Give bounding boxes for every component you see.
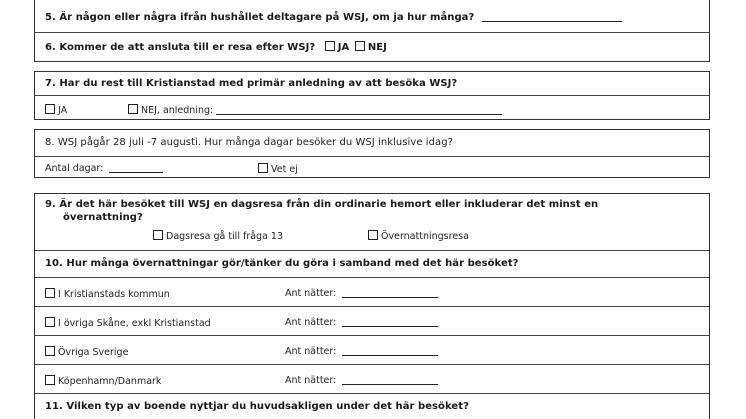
divider [35, 335, 709, 336]
q10-nights-label: Ant nätter: [285, 375, 337, 386]
question-8-text: 8. WSJ pågår 28 juli -7 augusti. Hur många dagar besöker du WSJ inklusive idag? [45, 137, 453, 148]
q10-nights-label: Ant nätter: [285, 317, 337, 328]
q6-ja-label: JA [337, 42, 350, 53]
q10-nights-field [285, 317, 438, 328]
checkbox-q6-ja[interactable] [325, 41, 335, 51]
q10-nights-line[interactable] [342, 326, 438, 327]
question-11-text: 11. Vilken typ av boende nyttjar du huvudsakligen under det här besöket? [45, 401, 469, 412]
question-box-5-6 [34, 0, 710, 62]
q7-ja-label: JA [58, 105, 68, 116]
q9-overnight-label: Övernattningsresa [381, 231, 469, 242]
q8-vet-ej-label: Vet ej [271, 164, 298, 175]
q10-item [45, 375, 161, 387]
checkbox-q8-vet-ej[interactable] [258, 163, 268, 173]
question-5-label: 5. Är någon eller några ifrån hushållet deltagare på WSJ, om ja hur många? [45, 12, 475, 23]
checkbox-q10-kopenhamn[interactable] [45, 375, 55, 385]
q8-dont-know [258, 163, 298, 175]
checkbox-q6-nej[interactable] [355, 41, 365, 51]
question-6-label: 6. Kommer de att ansluta till er resa efter WSJ? [45, 42, 316, 53]
question-6-text [45, 41, 387, 53]
q7-option-ja [45, 104, 67, 116]
question-box-8 [34, 129, 710, 178]
q10-item-label: I Kristianstads kommun [58, 289, 170, 300]
q10-item-label: Övriga Sverige [58, 347, 129, 358]
question-9-text-line1: 9. Är det här besöket till WSJ en dagsresa från din ordinarie hemort eller inkluderar det minst en [45, 199, 599, 210]
q10-nights-line[interactable] [342, 355, 438, 356]
divider [35, 32, 709, 33]
question-9-text-line2: övernattning? [63, 212, 143, 223]
q10-nights-field [285, 288, 438, 299]
q6-nej-label: NEJ [367, 42, 387, 53]
divider [35, 393, 709, 394]
divider [35, 156, 709, 157]
q9-option-day [153, 230, 283, 242]
q8-days-field [45, 163, 163, 174]
q8-days-line[interactable] [109, 172, 163, 173]
q10-item [45, 346, 128, 358]
divider [35, 95, 709, 96]
checkbox-q7-ja[interactable] [45, 104, 55, 114]
checkbox-q10-ovriga-skane[interactable] [45, 317, 55, 327]
q10-item [45, 288, 170, 300]
q8-days-label: Antal dagar: [45, 163, 104, 174]
divider [35, 277, 709, 278]
checkbox-q9-dagsresa[interactable] [153, 230, 163, 240]
q10-item-label: I övriga Skåne, exkl Kristianstad [58, 318, 211, 329]
q10-nights-field [285, 375, 438, 386]
checkbox-q10-ovriga-sverige[interactable] [45, 346, 55, 356]
question-5-answer-line[interactable] [482, 21, 622, 22]
q10-nights-field [285, 346, 438, 357]
question-7-text: 7. Har du rest till Kristianstad med primär anledning av att besöka WSJ? [45, 78, 458, 89]
divider [35, 306, 709, 307]
checkbox-q9-overnattning[interactable] [368, 230, 378, 240]
q10-item [45, 317, 211, 329]
divider [35, 250, 709, 251]
question-10-text: 10. Hur många övernattningar gör/tänker du göra i samband med det här besöket? [45, 258, 519, 269]
checkbox-q7-nej[interactable] [128, 104, 138, 114]
question-5-text [45, 12, 622, 23]
q10-nights-line[interactable] [342, 384, 438, 385]
question-box-9-11 [34, 193, 710, 419]
q10-nights-line[interactable] [342, 297, 438, 298]
q10-nights-label: Ant nätter: [285, 346, 337, 357]
q9-option-overnight [368, 230, 469, 242]
q7-option-nej [128, 104, 502, 116]
q7-reason-line[interactable] [216, 114, 502, 115]
q9-day-label: Dagsresa gå till fråga 13 [166, 231, 284, 242]
checkbox-q10-kristianstad[interactable] [45, 288, 55, 298]
question-box-7 [34, 71, 710, 120]
q10-item-label: Köpenhamn/Danmark [58, 376, 162, 387]
divider [35, 364, 709, 365]
q7-nej-label: NEJ, anledning: [141, 105, 214, 116]
q10-nights-label: Ant nätter: [285, 288, 337, 299]
